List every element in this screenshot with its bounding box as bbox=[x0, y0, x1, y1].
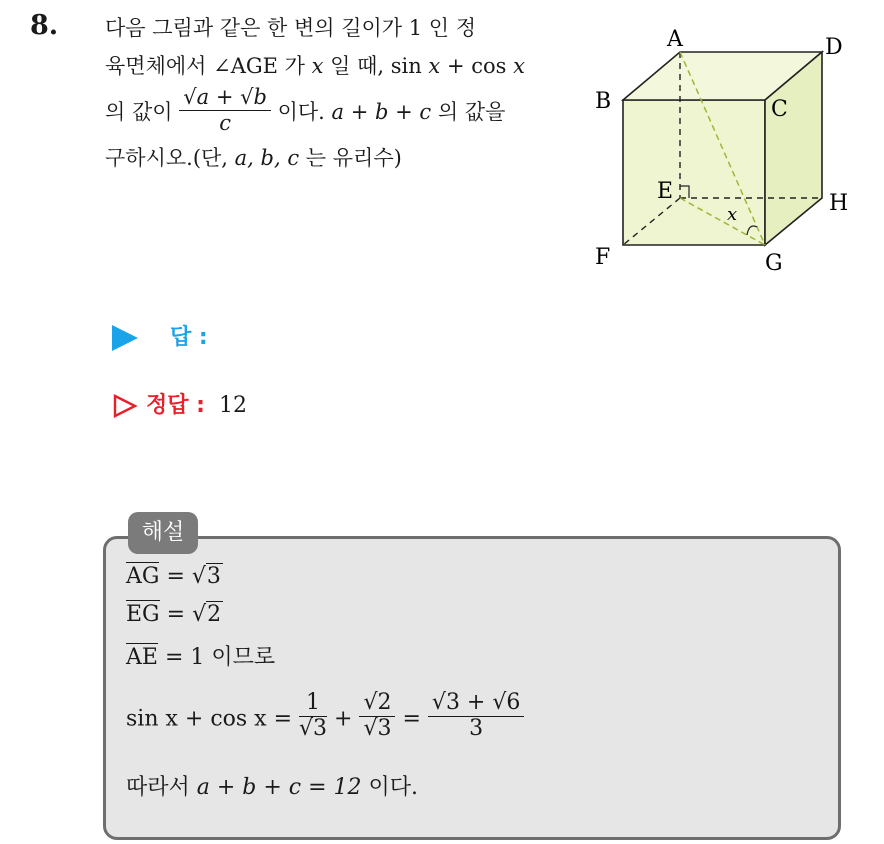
correct-answer-label: 정답 : bbox=[146, 393, 205, 418]
question-line-2: 육면체에서 ∠AGE 가 x 일 때, sin x + cos x bbox=[105, 54, 525, 78]
label-angle-x: x bbox=[727, 204, 738, 225]
label-b: B bbox=[595, 89, 612, 114]
label-h: H bbox=[829, 191, 849, 216]
answer-row bbox=[112, 320, 208, 351]
question-fraction: $\frac{√a + √b}{c}$ bbox=[179, 84, 271, 135]
label-d: D bbox=[825, 35, 843, 60]
cube-front-face bbox=[623, 100, 765, 245]
question-number: 8. bbox=[30, 10, 59, 41]
play-triangle-icon bbox=[112, 325, 138, 351]
expl-row-trig: sin x + cos x = $\frac{1}{√3}$ + $\frac{√2}{√3}$ = $\frac{√3 + √6}{3}$ bbox=[126, 694, 524, 745]
expl-row-ag: AG = √3 bbox=[126, 564, 221, 589]
cube-figure bbox=[585, 20, 855, 280]
expl-frac-1: $\frac{1}{√3}$ bbox=[299, 690, 328, 741]
label-a: A bbox=[667, 27, 683, 52]
label-f: F bbox=[595, 245, 611, 270]
explanation-tag: 해설 bbox=[128, 512, 198, 554]
expl-row-ae: AE = 1 이므로 bbox=[126, 645, 276, 670]
label-c: C bbox=[771, 97, 788, 122]
question-line-1: 다음 그림과 같은 한 변의 길이가 1 인 정 bbox=[105, 16, 477, 40]
question-line-4: 구하시오.(단, a, b, c 는 유리수) bbox=[105, 146, 402, 170]
expl-row-final: 따라서 a + b + c = 12 이다. bbox=[126, 775, 419, 800]
expl-frac-3: $\frac{√3 + √6}{3}$ bbox=[428, 690, 524, 741]
label-g: G bbox=[765, 251, 783, 276]
answer-label: 답 : bbox=[170, 325, 208, 350]
correct-answer-row bbox=[112, 388, 247, 419]
expl-frac-2: $\frac{√2}{√3}$ bbox=[359, 690, 395, 741]
expl-row-eg: EG = √2 bbox=[126, 602, 222, 627]
outline-triangle-icon bbox=[112, 393, 138, 419]
correct-answer-value: 12 bbox=[218, 393, 247, 418]
question-line-3: 의 값이 $\frac{√a + √b}{c}$ 이다. a + b + c 의 값을 bbox=[105, 85, 506, 135]
label-e: E bbox=[657, 179, 674, 204]
